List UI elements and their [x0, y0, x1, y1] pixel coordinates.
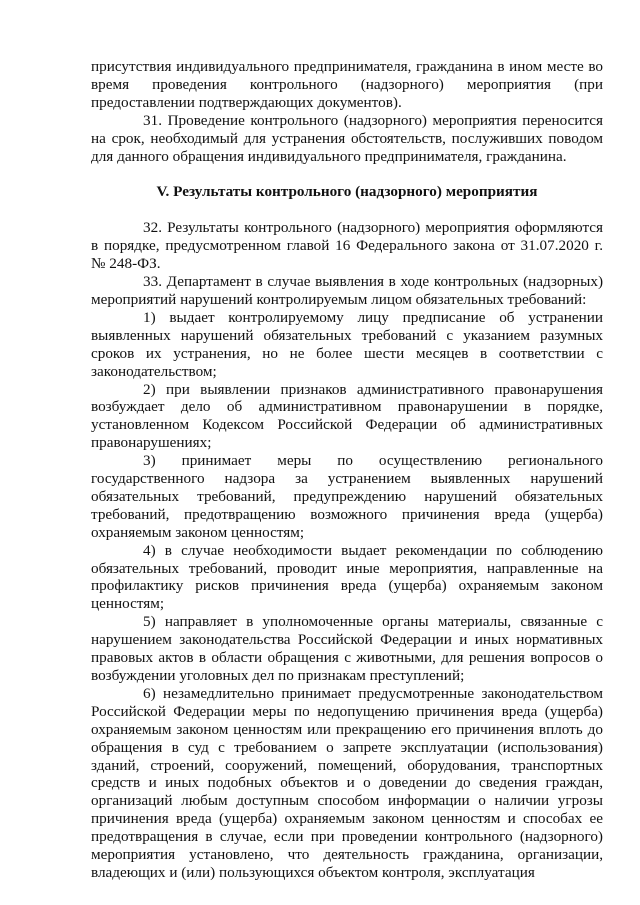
- list-item-3: 3) принимает меры по осуществлению регионального государственного надзора за устранением выявленных нарушений обязательных требований, предупреждению нарушений обязательных требований, предотвращению возможного причинения вреда (ущерба) охраняемым законом ценностям;: [91, 452, 603, 541]
- paragraph-32: 32. Результаты контрольного (надзорного) мероприятия оформляются в порядке, предусмотренном главой 16 Федерального закона от 31.07.2020 г. № 248-ФЗ.: [91, 219, 603, 273]
- paragraph-31: 31. Проведение контрольного (надзорного) мероприятия переносится на срок, необходимый для устранения обстоятельств, послуживших поводом для данного обращения индивидуального предпринимателя, гражданина.: [91, 111, 603, 165]
- list-item-5: 5) направляет в уполномоченные органы материалы, связанные с нарушением законодательства Российской Федерации и иных нормативных правовых актов в области обращения с животными, для решения вопросов о возбуждении уголовных дел по признакам преступлений;: [91, 613, 603, 684]
- list-item-2: 2) при выявлении признаков административного правонарушения возбуждает дело об административном правонарушении в порядке, установленном Кодексом Российской Федерации об административных правонарушениях;: [91, 380, 603, 452]
- document-page: [91, 58, 603, 882]
- paragraph-33: 33. Департамент в случае выявления в ходе контрольных (надзорных) мероприятий нарушений контролируемым лицом обязательных требований:: [91, 273, 603, 308]
- list-item-6: 6) незамедлительно принимает предусмотренные законодательством Российской Федерации меры по недопущению причинения вреда (ущерба) охраняемым законом ценностям или прекращению его причинения вплоть до обращения в суд с требованием о запрете эксплуатации (использования) зданий, строений, сооружений, помещений, оборудования, транспортных средств и иных подобных объектов и о доведении до сведения граждан, организаций любым доступным способом информации о наличии угрозы причинения вреда (ущерба) охраняемым законом ценностям и способах ее предотвращения в случае, если при проведении контрольного (надзорного) мероприятия установлено, что деятельность гражданина, организации, владеющих и (или) пользующихся объектом контроля, эксплуатация: [91, 684, 603, 881]
- list-item-4: 4) в случае необходимости выдает рекомендации по соблюдению обязательных требований, проводит иные мероприятия, направленные на профилактику рисков причинения вреда (ущерба) охраняемым законом ценностям;: [91, 541, 603, 613]
- paragraph-continuation: присутствия индивидуального предпринимателя, гражданина в ином месте во время проведения контрольного (надзорного) мероприятия (при предоставлении подтверждающих документов).: [91, 58, 603, 111]
- section-heading: V. Результаты контрольного (надзорного) мероприятия: [156, 183, 538, 201]
- list-item-1: 1) выдает контролируемому лицу предписание об устранении выявленных нарушений обязательных требований с указанием разумных сроков их устранения, но не более шести месяцев в соответствии с законодательством;: [91, 308, 603, 380]
